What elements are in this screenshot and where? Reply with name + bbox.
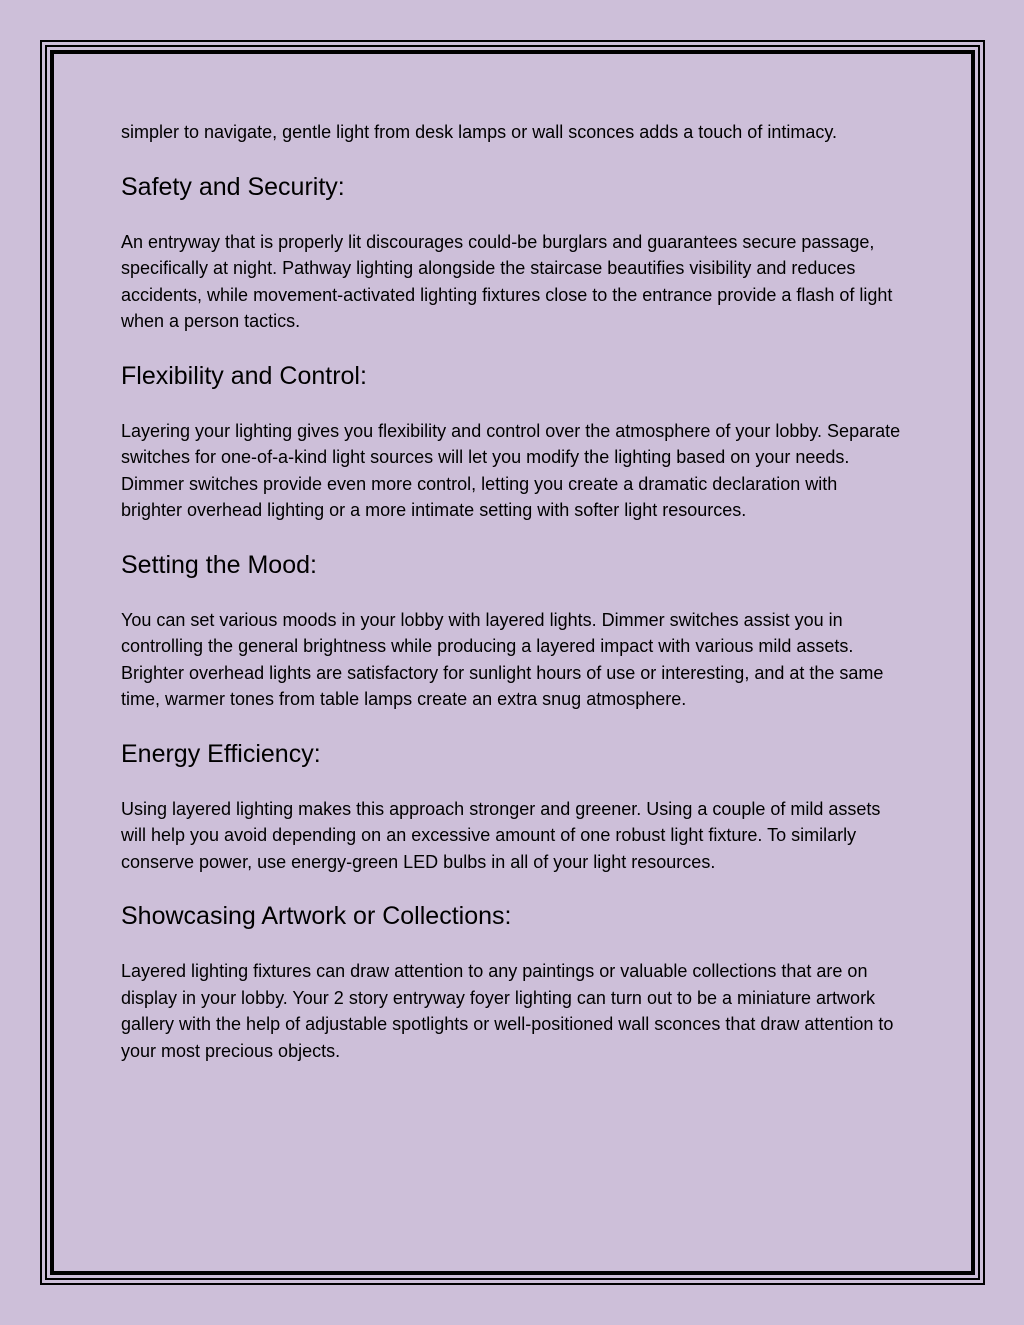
section-body-artwork: Layered lighting fixtures can draw attention to any paintings or valuable collections that are on display in your lobby. Your 2 story entryway foyer lighting can turn out to be a miniature artwork gallery with the help of adjustable spotlights or well-positioned wall sconces that draw attention to your most precious objects. <box>121 961 894 1061</box>
section-body-safety: An entryway that is properly lit discourages could-be burglars and guarantees secure passage, specifically at night. Pathway lighting alongside the staircase beautifies visibility and reduces accidents, while movement-activated lighting fixtures close to the entrance provide a flash of light when a person tactics. <box>121 231 893 331</box>
section-heading-safety: Safety and Security: <box>121 172 345 201</box>
document-content <box>121 119 901 1064</box>
section-body-flexibility: Layering your lighting gives you flexibility and control over the atmosphere of your lobby. Separate switches for one-of-a-kind light sources will let you modify the lighting based on your needs. Dimmer switches provide even more control, letting you create a dramatic declaration with brighter overhead lighting or a more intimate setting with softer light resources. <box>121 420 901 520</box>
section-heading-mood: Setting the Mood: <box>121 550 317 579</box>
section-body-energy: Using layered lighting makes this approach stronger and greener. Using a couple of mild assets will help you avoid depending on an excessive amount of one robust light fixture. To similarly conserve power, use energy-green LED bulbs in all of your light resources. <box>121 798 881 872</box>
section-body-mood: You can set various moods in your lobby with layered lights. Dimmer switches assist you in controlling the general brightness while producing a layered impact with various mild assets. Brighter overhead lights are satisfactory for sunlight hours of use or interesting, and at the same time, warmer tones from table lamps create an extra snug atmosphere. <box>121 609 884 709</box>
intro-paragraph: simpler to navigate, gentle light from desk lamps or wall sconces adds a touch of intimacy. <box>121 122 838 142</box>
section-heading-artwork: Showcasing Artwork or Collections: <box>121 902 512 930</box>
section-heading-energy: Energy Efficiency: <box>121 739 321 768</box>
section-heading-flexibility: Flexibility and Control: <box>121 361 367 390</box>
